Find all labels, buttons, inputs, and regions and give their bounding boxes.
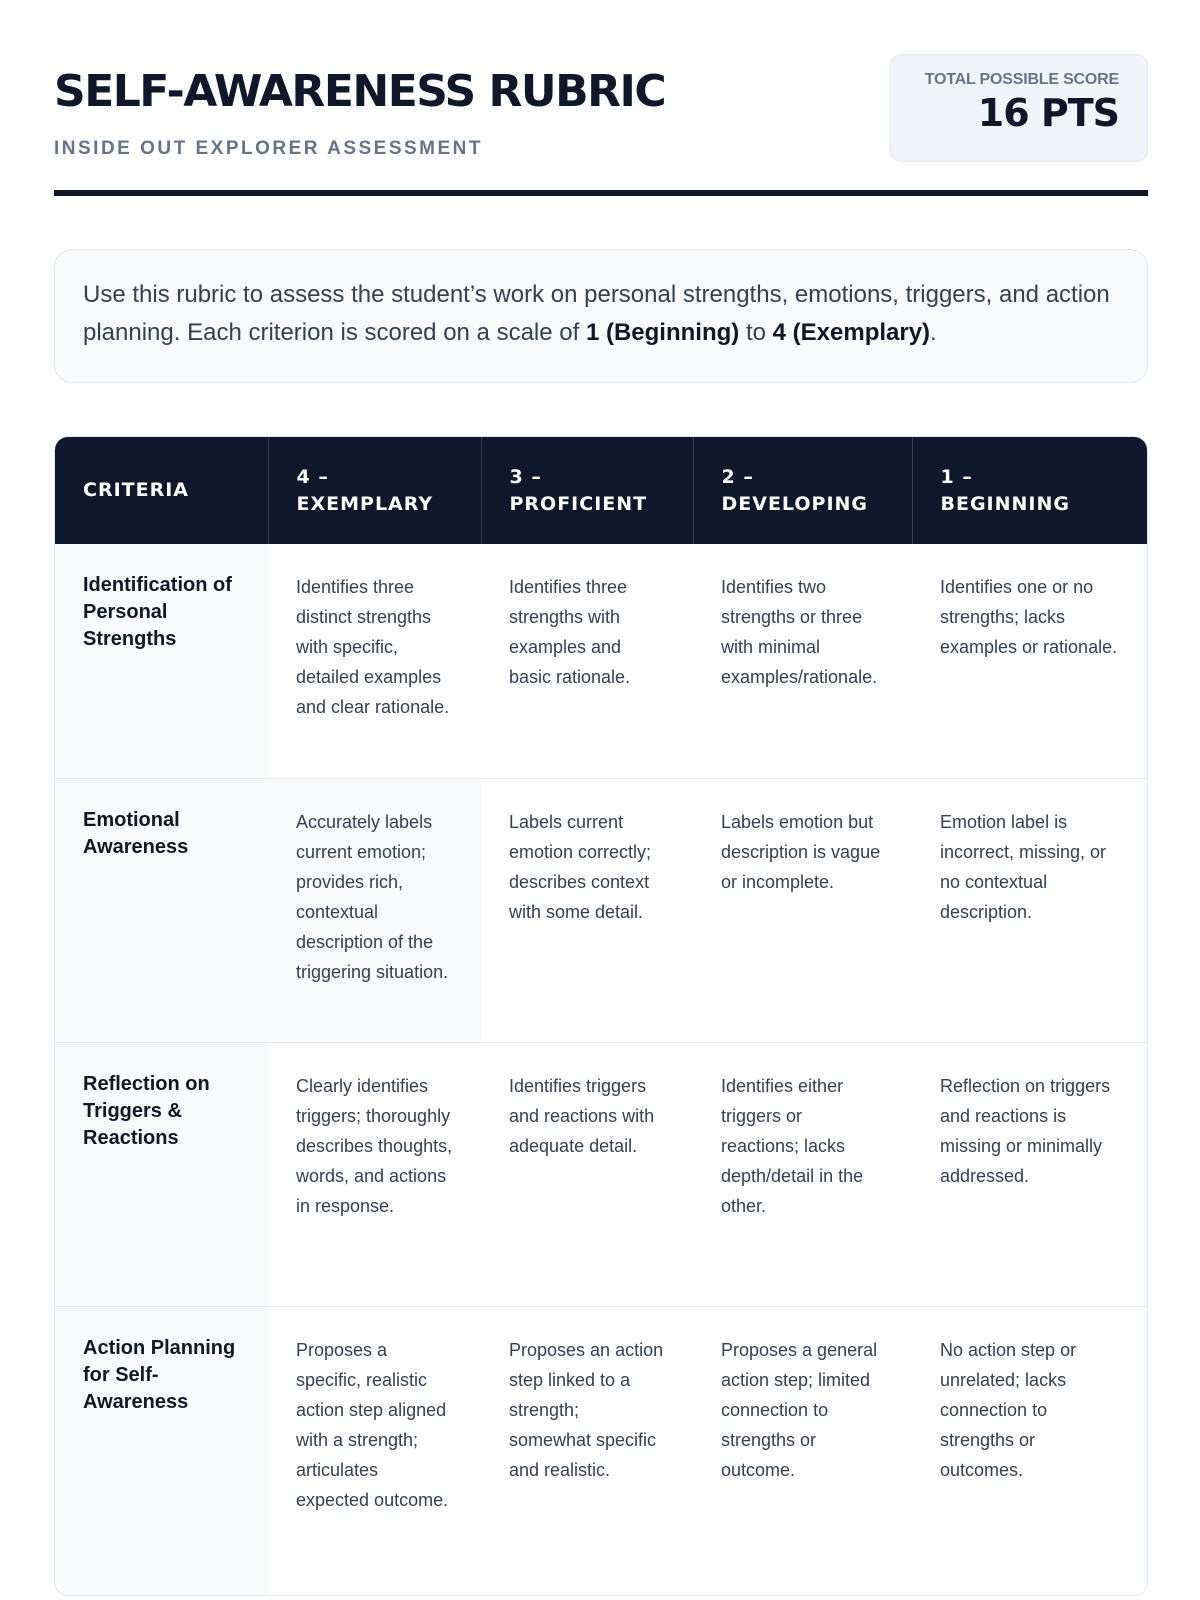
table-row <box>55 1042 1148 1306</box>
descriptor-cell-exemplary: Accurately labels current emotion; provides rich, contextual description of the triggering situation. <box>268 778 481 1042</box>
rubric-table <box>54 436 1148 1596</box>
instructions-text: Use this rubric to assess the student’s work on personal strengths, emotions, triggers, and action planning. Each criterion is scored on a scale of <box>83 281 1110 346</box>
descriptor-cell-developing: Labels emotion but description is vague or incomplete. <box>693 778 912 1042</box>
column-header-exemplary <box>268 437 481 544</box>
criterion-cell: Emotional Awareness <box>55 778 268 1042</box>
total-score-label: TOTAL POSSIBLE SCORE <box>924 71 1119 88</box>
total-score-box <box>890 54 1148 162</box>
descriptor-cell-exemplary: Clearly identifies triggers; thoroughly describes thoughts, words, and actions in response. <box>268 1042 481 1306</box>
page-header <box>54 54 1148 196</box>
instructions-connector: to <box>739 319 773 346</box>
column-header-score: 2 – <box>721 465 754 488</box>
column-header-label: CRITERIA <box>83 479 189 501</box>
descriptor-cell-proficient: Identifies three strengths with examples and basic rationale. <box>509 577 631 687</box>
descriptor-cell-beginning: Reflection on triggers and reactions is missing or minimally addressed. <box>912 1042 1148 1306</box>
scale-high-label: 4 (Exemplary) <box>772 319 931 346</box>
criterion-cell: Reflection on Triggers & Reactions <box>55 1042 268 1306</box>
instructions-end: . <box>930 319 937 346</box>
descriptor-cell-proficient: Proposes an action step linked to a strength; somewhat specific and realistic. <box>481 1306 693 1596</box>
descriptor-cell-proficient: Labels current emotion correctly; describes context with some detail. <box>481 778 693 1042</box>
descriptor-cell-beginning: No action step or unrelated; lacks connection to strengths or outcomes. <box>912 1306 1148 1596</box>
total-score-value: 16 PTS <box>977 91 1119 135</box>
descriptor-cell-developing: Proposes a general action step; limited connection to strengths or outcome. <box>693 1306 912 1596</box>
descriptor-cell-beginning: Identifies one or no strengths; lacks examples or rationale. <box>940 577 1118 657</box>
page-subtitle: INSIDE OUT EXPLORER ASSESSMENT <box>54 138 484 159</box>
descriptor-cell-developing: Identifies either triggers or reactions; lacks depth/detail in the other. <box>693 1042 912 1306</box>
column-header-developing <box>693 437 912 544</box>
descriptor-cell-beginning: Emotion label is incorrect, missing, or no contextual description. <box>912 778 1148 1042</box>
table-row <box>55 544 1148 778</box>
column-header-criteria <box>55 437 268 544</box>
descriptor-cell-proficient: Identifies triggers and reactions with adequate detail. <box>481 1042 693 1306</box>
column-header-beginning <box>912 437 1148 544</box>
column-header-score: 3 – <box>509 465 542 488</box>
column-header-label: DEVELOPING <box>721 492 869 515</box>
column-header-label: BEGINNING <box>940 492 1070 515</box>
scale-low-label: 1 (Beginning) <box>585 319 740 346</box>
column-header-score: 4 – <box>296 465 329 488</box>
column-header-label: EXEMPLARY <box>296 492 434 515</box>
instructions-box <box>54 249 1148 383</box>
descriptor-cell-exemplary: Proposes a specific, realistic action step aligned with a strength; articulates expected outcome. <box>268 1306 481 1596</box>
criterion-cell: Identification of Personal Strengths <box>55 544 268 778</box>
column-header-proficient <box>481 437 693 544</box>
column-header-score: 1 – <box>940 465 973 488</box>
descriptor-cell-exemplary: Identifies three distinct strengths with specific, detailed examples and clear rationale. <box>296 577 450 717</box>
criterion-cell: Action Planning for Self-Awareness <box>55 1306 268 1596</box>
table-header-row <box>55 437 1148 544</box>
table-row <box>55 778 1148 1042</box>
table-row <box>55 1306 1148 1596</box>
descriptor-cell-developing: Identifies two strengths or three with minimal examples/rationale. <box>721 577 878 687</box>
page-title: SELF-AWARENESS RUBRIC <box>54 66 666 117</box>
column-header-label: PROFICIENT <box>509 492 648 515</box>
